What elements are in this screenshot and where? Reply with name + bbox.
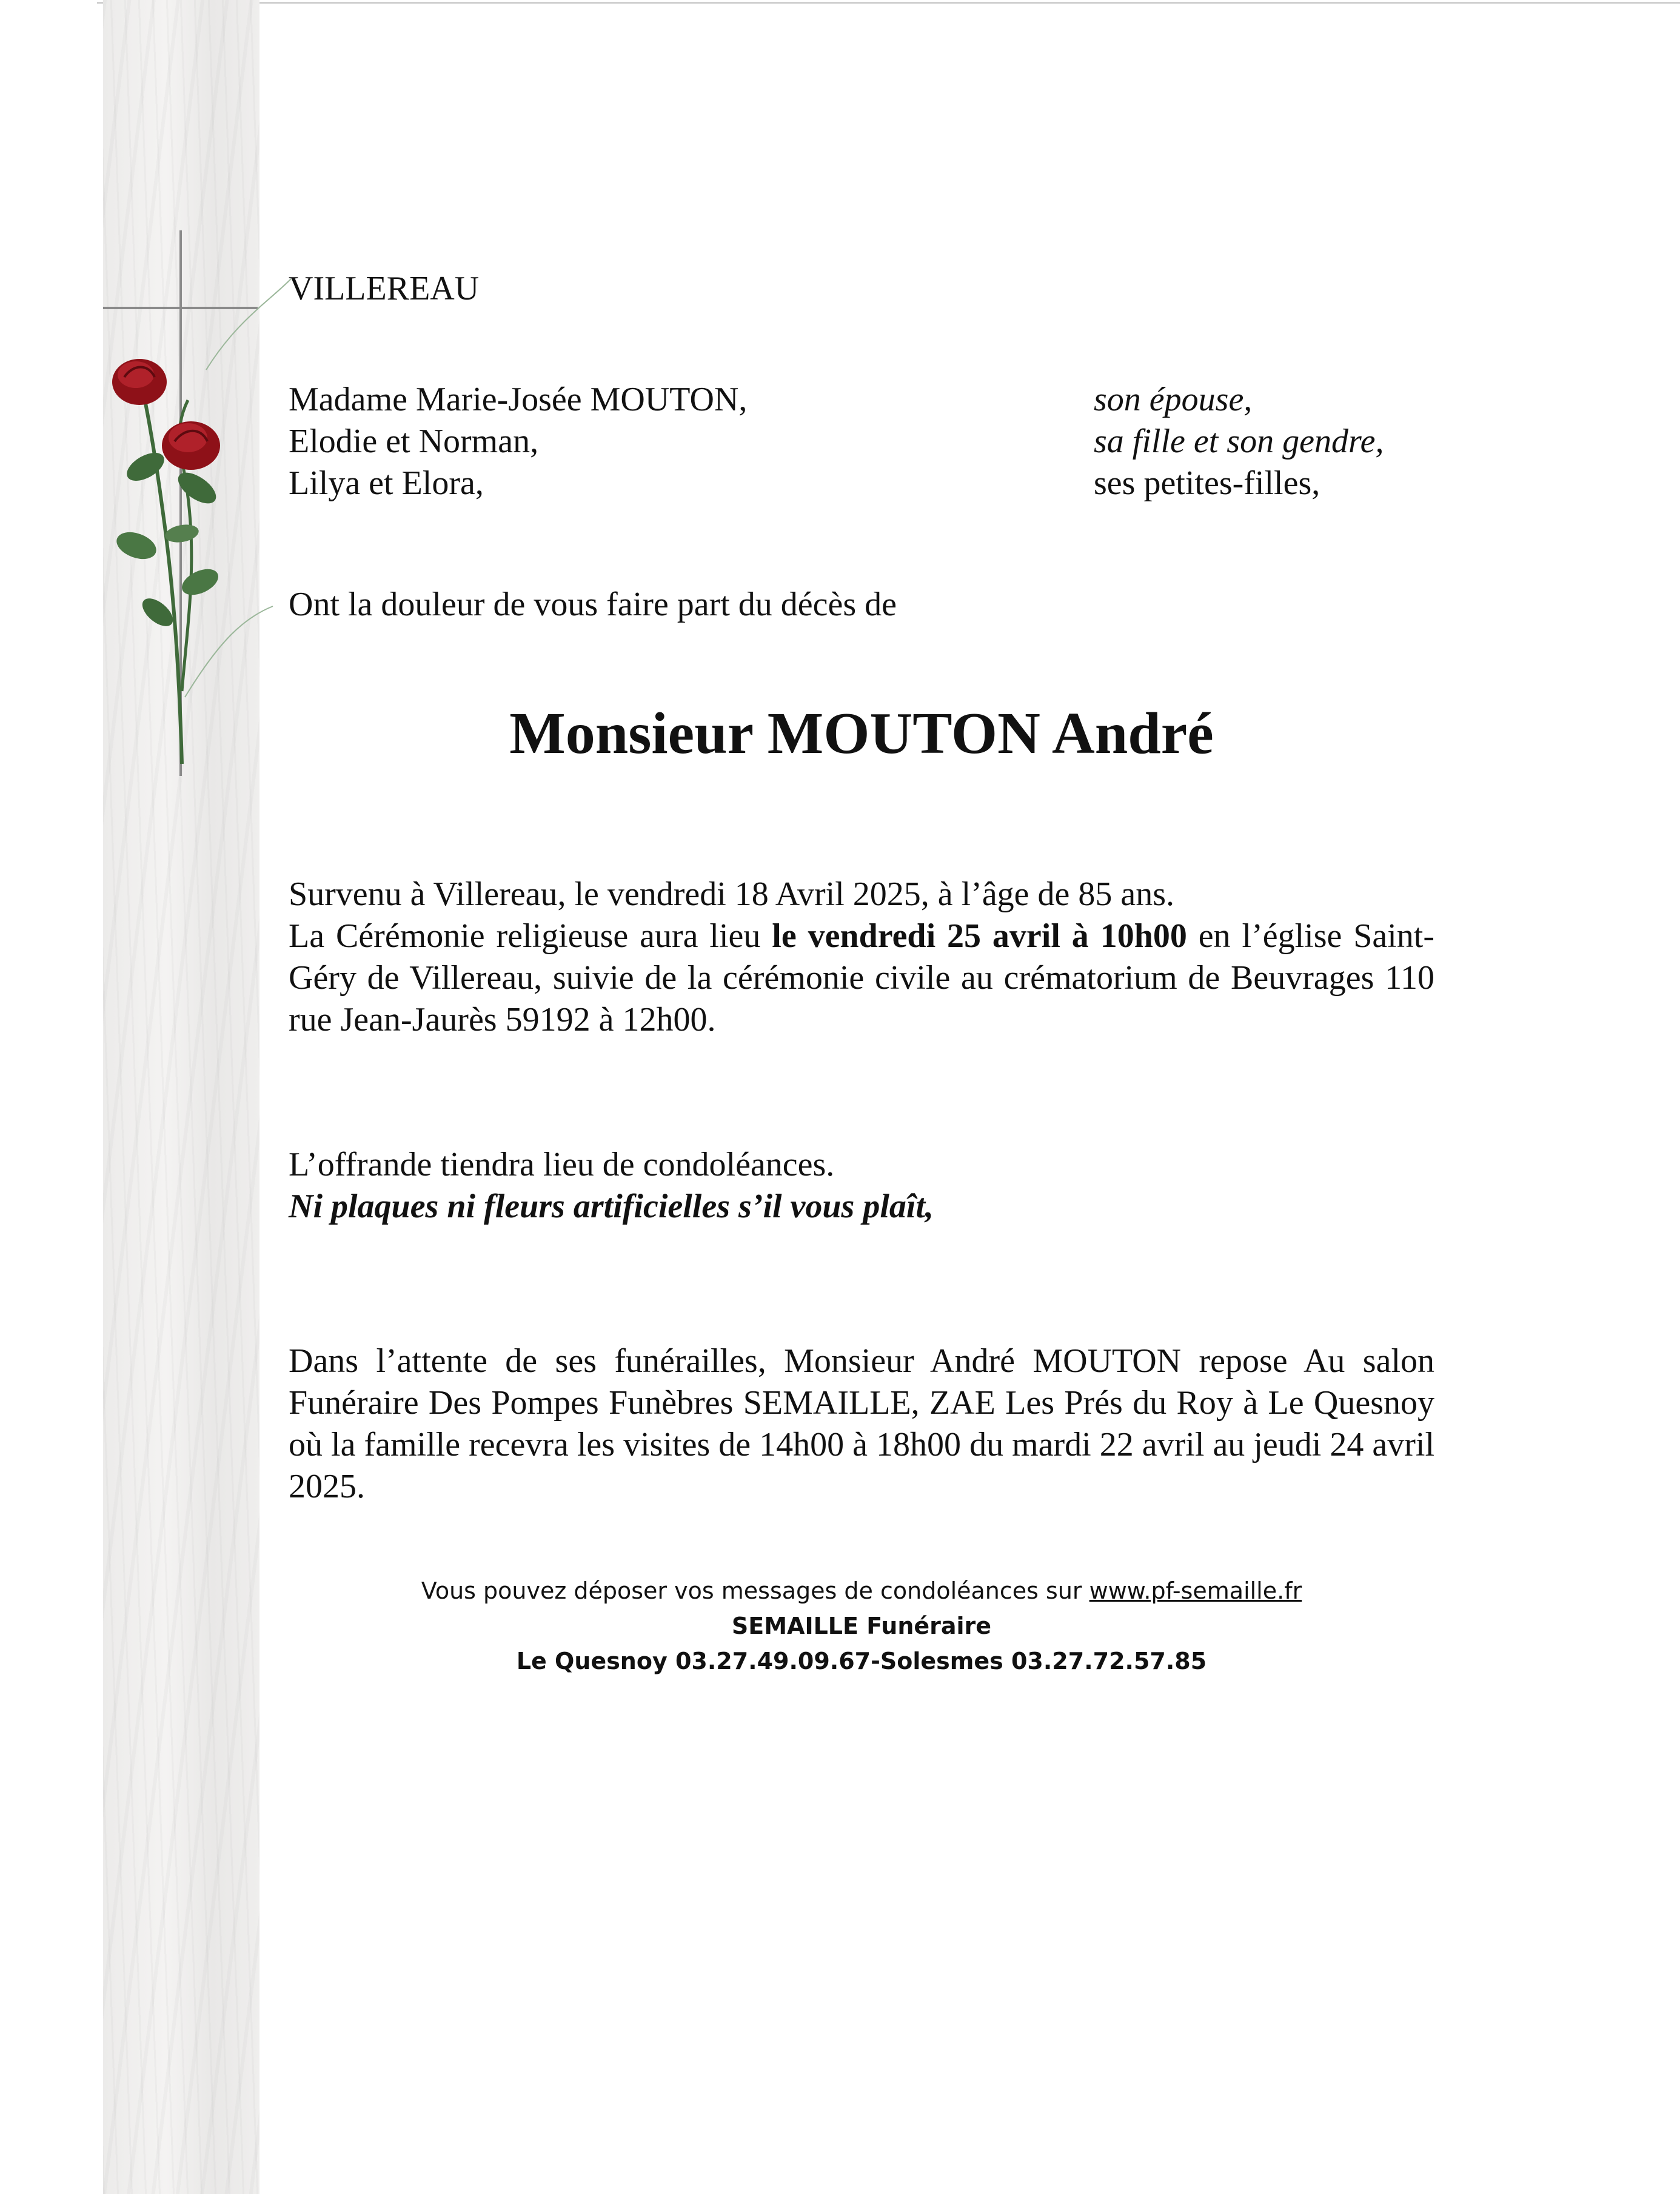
family-name-line: Lilya et Elora, <box>289 464 484 502</box>
rose-icon <box>112 279 291 764</box>
condolences-text: Vous pouvez déposer vos messages de condoléances sur <box>421 1577 1089 1604</box>
intro-text: Ont la douleur de vous faire part du décès de <box>289 586 897 623</box>
relation-line: son épouse, <box>1094 381 1253 418</box>
offering-line: L’offrande tiendra lieu de condoléances. <box>289 1146 835 1183</box>
ceremony-text-a: La Cérémonie religieuse aura lieu <box>289 917 772 955</box>
cross-and-roses-decoration <box>91 218 309 782</box>
offering-paragraph <box>289 1144 1434 1228</box>
website-link[interactable]: www.pf-semaille.fr <box>1089 1577 1302 1604</box>
top-rule <box>97 2 1680 4</box>
funeral-home-paragraph: Dans l’attente de ses funérailles, Monsieur André MOUTON repose Au salon Funéraire Des Pompes Funèbres SEMAILLE, ZAE Les Prés du Roy à Le Quesnoy où la famille recevra les visites de 14h00 à 18h00 du mardi 22 avril au jeudi 24 avril 2025. <box>289 1342 1434 1505</box>
relation-line: sa fille et son gendre, <box>1094 423 1384 460</box>
company-name: SEMAILLE Funéraire <box>731 1613 992 1639</box>
phone-numbers: Le Quesnoy 03.27.49.09.67-Solesmes 03.27.72.57.85 <box>516 1648 1207 1674</box>
ceremony-details <box>289 915 1434 1041</box>
footer <box>289 1573 1434 1679</box>
family-relations <box>1094 379 1384 504</box>
deceased-name: Monsieur MOUTON André <box>509 701 1214 766</box>
relation-line: ses petites-filles, <box>1094 464 1320 502</box>
no-flowers-line: Ni plaques ni fleurs artificielles s’il vous plaît, <box>289 1188 934 1225</box>
ceremony-paragraph <box>289 874 1434 1041</box>
town-heading: VILLEREAU <box>289 270 480 307</box>
death-line: Survenu à Villereau, le vendredi 18 Avril 2025, à l’âge de 85 ans. <box>289 875 1175 913</box>
family-name-line: Madame Marie-Josée MOUTON, <box>289 381 748 418</box>
ceremony-text-b: en l’église Saint-Géry de Villereau, suivie de la cérémonie civile au crématorium de Beuvrages 110 rue Jean-Jaurès 59192 à 12h00. <box>289 917 1435 1038</box>
condolences-line <box>289 1573 1434 1608</box>
family-name-line: Elodie et Norman, <box>289 423 539 460</box>
ceremony-date: le vendredi 25 avril à 10h00 <box>772 917 1187 955</box>
